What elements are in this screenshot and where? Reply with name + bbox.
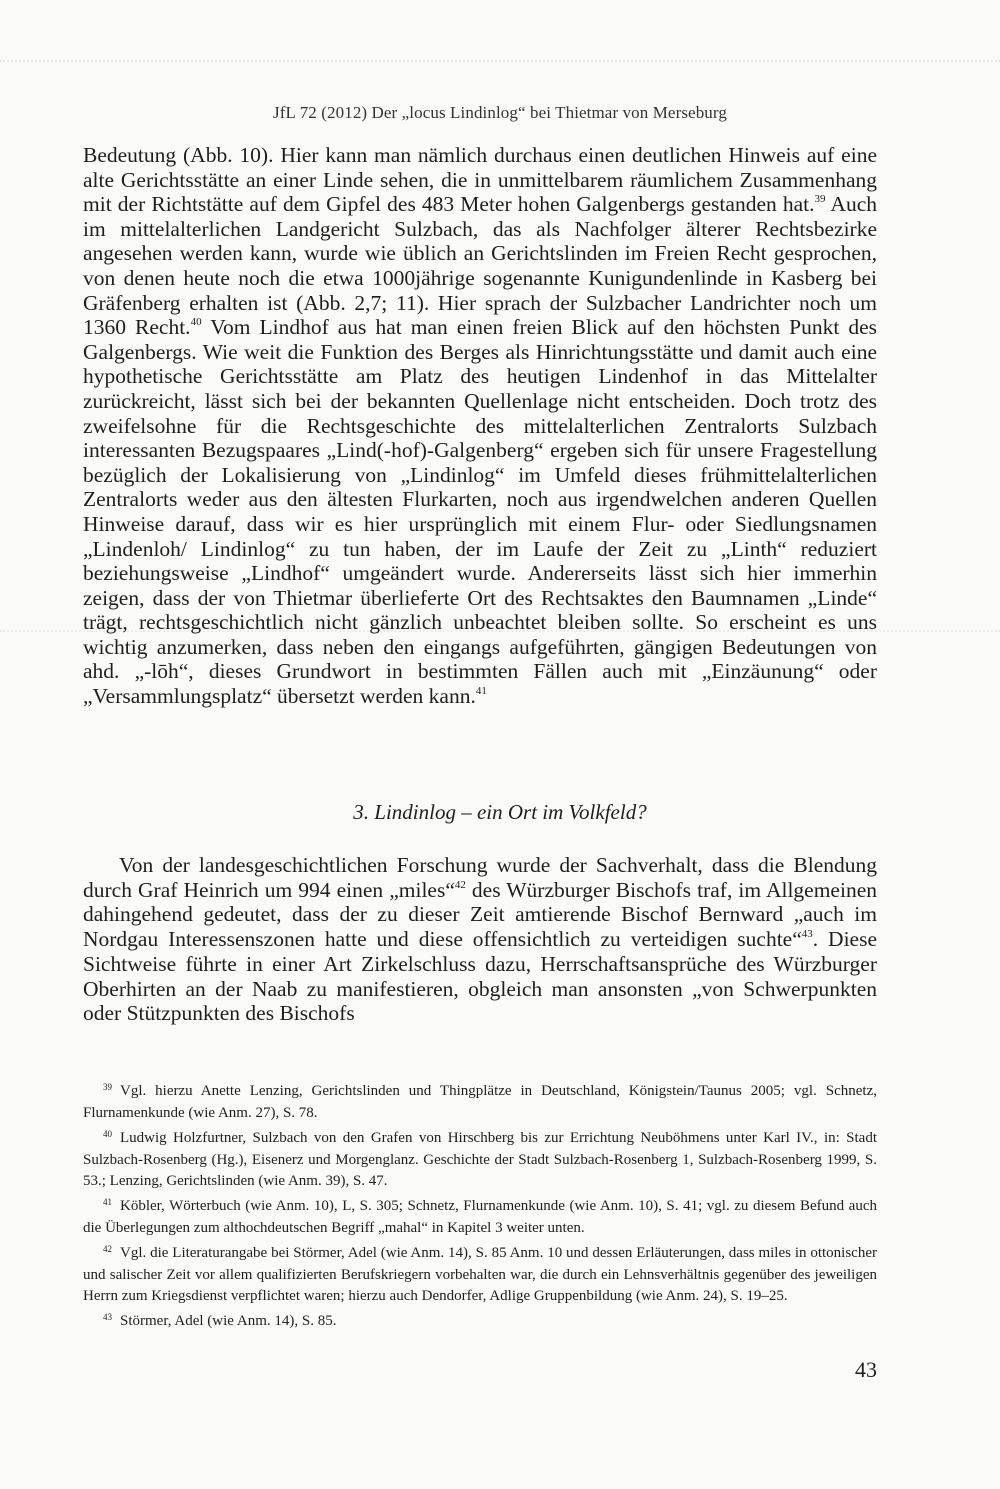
footnote-ref[interactable]: 42 <box>454 878 466 891</box>
footnote-ref[interactable]: 40 <box>190 316 202 328</box>
footnote-text: Ludwig Holzfurtner, Sulzbach von den Grafen von Hirschberg bis zur Errichtung Neuböhmens unter Karl IV., in: Stadt Sulzbach-Rosenberg (Hg.), Eisenerz und Morgenglanz. Geschichte der Stadt Sulzbach-Rosenberg 1, Sulzbach-Rosenberg 1999, S. 53.; Lenzing, Gerichtslinden (wie Anm. 39), S. 47. <box>83 1130 877 1189</box>
footnote <box>83 1081 877 1124</box>
footnote-number: 39 <box>103 1082 112 1092</box>
footnote-text: Vgl. hierzu Anette Lenzing, Gerichtslinden und Thingplätze in Deutschland, Königstein/Taunus 2005; vgl. Schnetz, Flurnamenkunde (wie Anm. 27), S. 78. <box>83 1083 877 1121</box>
footnote <box>83 1196 877 1239</box>
paragraph-text: Von der landesgeschichtlichen Forschung wurde der Sachverhalt, dass die Blendung durch Graf Heinrich um 994 einen „miles“ <box>83 853 877 902</box>
body-paragraph <box>83 853 877 1026</box>
paragraph-text: Vom Lindhof aus hat man einen freien Blick auf den höchsten Punkt des Galgenbergs. Wie weit die Funktion des Berges als Hinrichtungsstätte und damit auch eine hypothetische Gerichtsstätte am Platz des heutigen Lindenhof in das Mittelalter zurückreicht, lässt sich bei der bekannten Quellenlage nicht entscheiden. Doch trotz des zweifelsohne für die Rechtsgeschichte des mittelalterlichen Zentralorts Sulzbach interessanten Bezugspaares „Lind(-hof)-Galgenberg“ ergeben sich für unsere Fragestellung bezüglich der Lokalisierung von „Lindinlog“ im Umfeld dieses frühmittelalterlichen Zentralorts weder aus den ältesten Flurkarten, noch aus irgendwelchen anderen Quellen Hinweise darauf, dass wir es hier ursprünglich mit einem Flur- oder Siedlungsnamen „Lindenloh/ Lindinlog“ zu tun haben, der im Laufe der Zeit zu „Linth“ reduziert beziehungsweise „Lindhof“ umgeändert wurde. Andererseits lässt sich hier immerhin zeigen, dass der von Thietmar überlieferte Ort des Rechtsaktes den Baumnamen „Linde“ trägt, rechtsgeschichtlich nicht gänzlich unbeachtet bleiben sollte. So erscheint es uns wichtig anzumerken, dass neben den eingangs aufgeführten, gängigen Bedeutungen von ahd. „-lōh“, dieses Grundwort in bestimmten Fällen auch mit „Einzäunung“ oder „Versammlungsplatz“ übersetzt werden kann. <box>83 315 878 709</box>
footnote <box>83 1128 877 1192</box>
body-paragraph <box>83 143 877 709</box>
footnote-text: Köbler, Wörterbuch (wie Anm. 10), L, S. 305; Schnetz, Flurnamenkunde (wie Anm. 10), S. 41; vgl. zu diesem Befund auch die Überlegungen zum althochdeutschen Begriff „mahal“ in Kapitel 3 weiter unten. <box>83 1198 877 1236</box>
paragraph-text: Bedeutung (Abb. 10). Hier kann man nämlich durchaus einen deutlichen Hinweis auf eine alte Gerichtsstätte an einer Linde sehen, die in unmittelbarem räumlichem Zusammenhang mit der Richtstätte auf dem Gipfel des 483 Meter hohen Galgenbergs gestanden hat. <box>83 143 877 217</box>
section-heading: 3. Lindinlog – ein Ort im Volkfeld? <box>353 800 647 824</box>
footnote-ref[interactable]: 39 <box>814 193 826 206</box>
footnote-number: 40 <box>103 1129 112 1139</box>
footnote-number: 43 <box>103 1312 112 1322</box>
paragraph-text: Auch im mittelalterlichen Landgericht Sulzbach, das als Nachfolger älterer Rechtsbezirke angesehen werden kann, wurde wie üblich an Gerichtslinden im Freien Recht gesprochen, von denen heute noch die etwa 1000jährige sogenannte Kunigundenlinde in Kasberg bei Gräfenberg erhalten ist (Abb. 2,7; 11). Hier sprach der Sulzbacher Landrichter noch um 1360 Recht. <box>83 192 877 340</box>
footnote <box>83 1243 877 1307</box>
footnote-text: Vgl. die Literaturangabe bei Störmer, Adel (wie Anm. 14), S. 85 Anm. 10 und dessen Erläuterungen, dass miles in ottonischer und salischer Zeit vor allem qualifizierten Berufskriegern vorbehalten war, die durch ein Lehnsverhältnis gegenüber des jeweiligen Herrn zum Kriegsdienst verpflichtet waren; hierzu auch Dendorfer, Adlige Gruppenbildung (wie Anm. 24), S. 19–25. <box>83 1245 877 1304</box>
scan-artifact-line <box>0 60 1000 62</box>
paragraph-text: des Würzburger Bischofs traf, im Allgemeinen dahingehend gedeutet, dass der zu dieser Zeit amtierende Bischof Bernward „auch im Nordgau Interessenszonen hatte und diese offensichtlich zu verteidigen suchte“ <box>83 877 877 952</box>
footnote-ref[interactable]: 43 <box>801 927 813 940</box>
footnote <box>83 1311 877 1333</box>
footnote-number: 42 <box>103 1244 112 1254</box>
page-number: 43 <box>855 1357 877 1382</box>
running-head: JfL 72 (2012) Der „locus Lindinlog“ bei Thietmar von Merseburg <box>273 103 727 122</box>
paragraph-text: . Diese Sichtweise führte in einer Art Zirkelschluss dazu, Herrschaftsansprüche des Würzburger Oberhirten an der Naab zu manifestieren, obgleich man ansonsten „von Schwerpunkten oder Stützpunkten des Bischofs <box>83 927 877 1026</box>
footnote-ref[interactable]: 41 <box>475 684 487 697</box>
footnote-number: 41 <box>103 1197 112 1207</box>
footnote-text: Störmer, Adel (wie Anm. 14), S. 85. <box>120 1313 337 1329</box>
footnotes <box>83 1081 877 1337</box>
